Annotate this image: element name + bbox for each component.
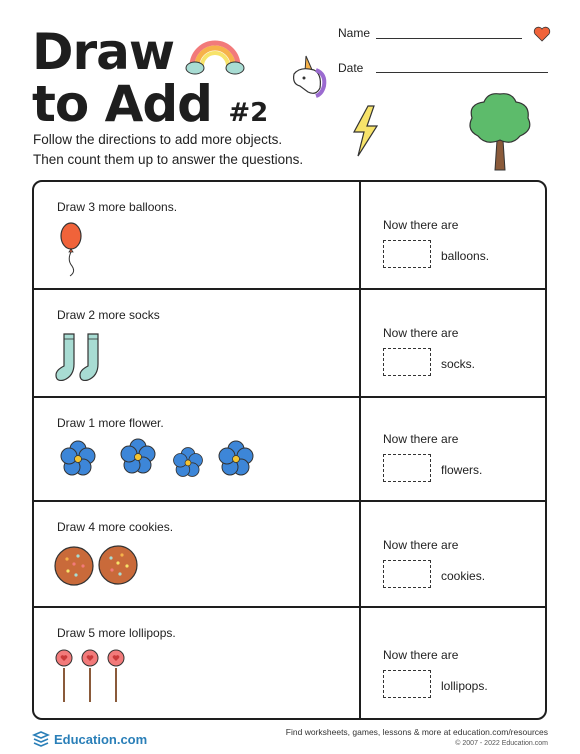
name-field[interactable] xyxy=(338,26,370,40)
exercise-row-balloons xyxy=(34,182,545,288)
answer-prefix: Now there are xyxy=(383,218,459,232)
title-line-1: Draw xyxy=(32,23,175,81)
answer-block xyxy=(383,218,490,263)
sock-icon xyxy=(54,330,114,386)
education-logo-icon xyxy=(32,731,50,747)
directions-line-2: Then count them up to answer the questions. xyxy=(33,152,304,167)
answer-block xyxy=(383,648,488,693)
rainbow-icon xyxy=(184,30,246,76)
task-text: Draw 3 more balloons. xyxy=(57,200,178,214)
brand-logo[interactable] xyxy=(32,730,147,748)
directions-line-1: Follow the directions to add more objects. xyxy=(33,132,283,147)
date-label: Date xyxy=(338,61,364,75)
exercise-row-socks xyxy=(34,288,545,396)
footer-copyright: © 2007 - 2022 Education.com xyxy=(455,740,548,747)
name-label: Name xyxy=(338,26,371,40)
answer-block xyxy=(383,326,476,371)
answer-box[interactable] xyxy=(383,670,431,698)
heart-icon xyxy=(533,26,551,42)
tree-icon xyxy=(464,90,536,172)
lollipop-icon xyxy=(54,648,134,706)
answer-box[interactable] xyxy=(383,454,431,482)
footer-link-text: Find worksheets, games, lessons & more at education.com/resources xyxy=(285,727,548,737)
answer-object: flowers. xyxy=(441,463,483,477)
task-text: Draw 2 more socks xyxy=(57,308,160,322)
answer-object: lollipops. xyxy=(441,679,488,693)
answer-prefix: Now there are xyxy=(383,538,459,552)
task-text: Draw 4 more cookies. xyxy=(57,520,174,534)
task-text: Draw 5 more lollipops. xyxy=(57,626,176,640)
exercise-row-flowers xyxy=(34,396,545,500)
flower-icon xyxy=(54,436,254,480)
directions xyxy=(33,130,303,170)
column-divider xyxy=(359,182,361,718)
unicorn-icon xyxy=(286,52,332,102)
exercise-row-lollipops xyxy=(34,606,545,718)
answer-object: cookies. xyxy=(441,569,486,583)
exercise-grid xyxy=(32,180,547,720)
answer-prefix: Now there are xyxy=(383,326,459,340)
answer-prefix: Now there are xyxy=(383,648,459,662)
lightning-icon xyxy=(350,104,380,158)
answer-block xyxy=(383,432,483,477)
answer-prefix: Now there are xyxy=(383,432,459,446)
answer-object: balloons. xyxy=(441,249,490,263)
answer-box[interactable] xyxy=(383,240,431,268)
answer-block xyxy=(383,538,486,583)
task-text: Draw 1 more flower. xyxy=(57,416,164,430)
date-field[interactable] xyxy=(338,61,363,75)
answer-box[interactable] xyxy=(383,560,431,588)
title-line-2: to Add #2 xyxy=(32,75,269,133)
brand-name: Education.com xyxy=(54,731,148,747)
answer-box[interactable] xyxy=(383,348,431,376)
answer-object: socks. xyxy=(441,357,476,371)
exercise-row-cookies xyxy=(34,500,545,606)
title-number: #2 xyxy=(228,98,269,128)
balloon-icon xyxy=(54,220,94,280)
cookie-icon xyxy=(54,542,144,590)
